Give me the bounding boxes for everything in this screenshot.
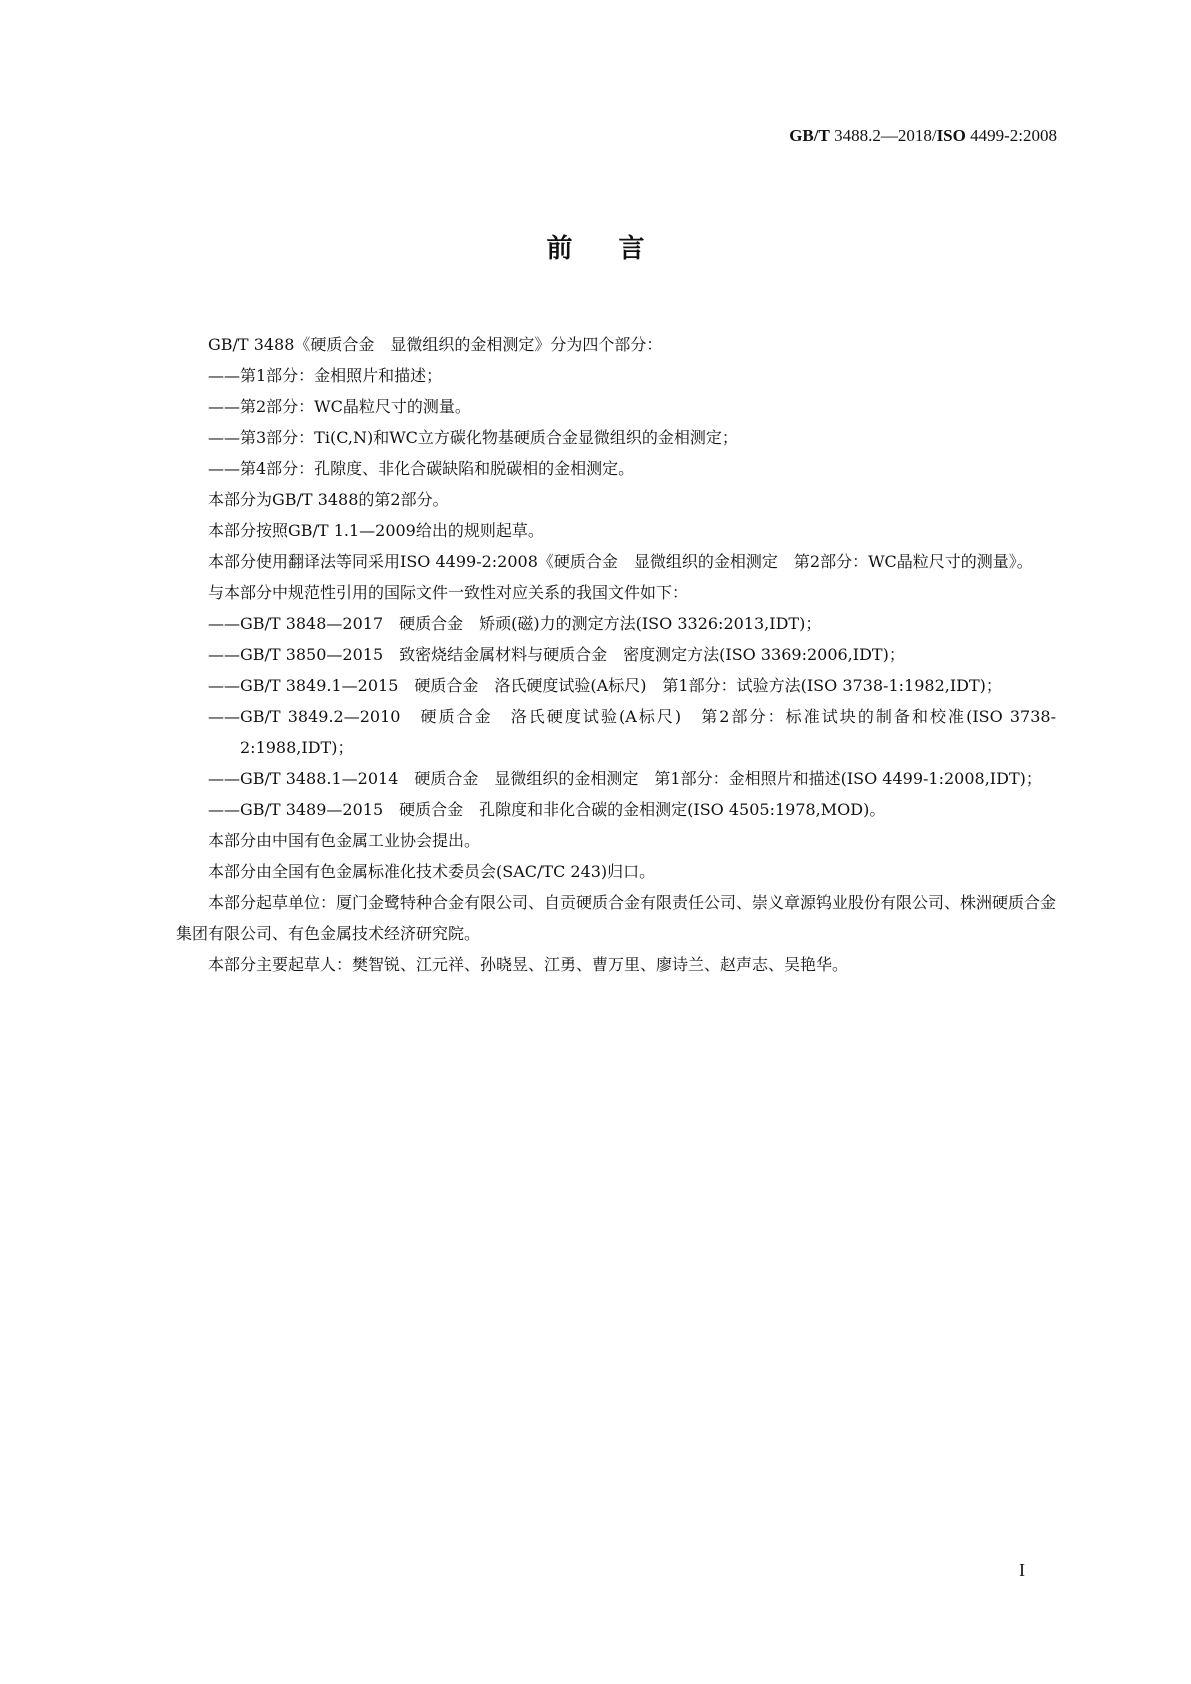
part-list-item: ——第1部分：金相照片和描述； [208, 366, 443, 385]
drafting-units-paragraph: 本部分起草单位：厦门金鹭特种合金有限公司、自贡硬质合金有限责任公司、崇义章源钨业股份有限公司、株洲硬质合金集团有限公司、有色金属技术经济研究院。 [176, 893, 1057, 943]
part-list-item: ——第2部分：WC晶粒尺寸的测量。 [208, 397, 471, 416]
drafting-rules-paragraph: 本部分按照GB/T 1.1—2009给出的规则起草。 [208, 521, 544, 540]
reference-list-item: ——GB/T 3488.1—2014 硬质合金 显微组织的金相测定 第1部分：金相照片和描述(ISO 4499-1:2008,IDT)； [208, 769, 1042, 788]
reference-list-item: ——GB/T 3850—2015 致密烧结金属材料与硬质合金 密度测定方法(ISO 3369:2006,IDT)； [208, 645, 905, 664]
reference-list-item: ——GB/T 3489—2015 硬质合金 孔隙度和非化合碳的金相测定(ISO 4505:1978,MOD)。 [208, 800, 886, 819]
intro-paragraph: GB/T 3488《硬质合金 显微组织的金相测定》分为四个部分： [208, 335, 663, 354]
foreword-body [176, 329, 1056, 980]
part-list-item: ——第3部分：Ti(C,N)和WC立方碳化物基硬质合金显微组织的金相测定； [208, 428, 738, 447]
reference-list-item: ——GB/T 3848—2017 硬质合金 矫顽(磁)力的测定方法(ISO 3326:2013,IDT)； [208, 614, 822, 633]
document-code-header [789, 126, 1057, 146]
drafters-paragraph: 本部分主要起草人：樊智锐、江元祥、孙晓昱、江勇、曹万里、廖诗兰、赵声志、吴艳华。 [208, 955, 849, 974]
translation-paragraph: 本部分使用翻译法等同采用ISO 4499-2:2008《硬质合金 显微组织的金相测定 第2部分：WC晶粒尺寸的测量》。 [208, 552, 1033, 571]
part-statement-paragraph: 本部分为GB/T 3488的第2部分。 [208, 490, 449, 509]
header-gbt-number: 3488.2—2018/ [829, 126, 937, 145]
header-gbt-label: GB/T [789, 126, 830, 145]
managed-by-paragraph: 本部分由全国有色金属标准化技术委员会(SAC/TC 243)归口。 [208, 862, 656, 881]
reference-list-item: ——GB/T 3849.2—2010 硬质合金 洛氏硬度试验(A标尺) 第2部分：标准试块的制备和校准(ISO 3738-2:1988,IDT)； [208, 707, 1056, 757]
header-iso-number: 4499-2:2008 [965, 126, 1057, 145]
proposed-by-paragraph: 本部分由中国有色金属工业协会提出。 [208, 831, 481, 850]
part-list-item: ——第4部分：孔隙度、非化合碳缺陷和脱碳相的金相测定。 [208, 459, 635, 478]
page-number: I [1019, 1560, 1025, 1580]
references-intro-paragraph: 与本部分中规范性引用的国际文件一致性对应关系的我国文件如下： [208, 583, 689, 602]
header-iso-label: ISO [936, 126, 966, 145]
page-title: 前言 [546, 234, 691, 264]
reference-list-item: ——GB/T 3849.1—2015 硬质合金 洛氏硬度试验(A标尺) 第1部分：试验方法(ISO 3738-1:1982,IDT)； [208, 676, 1002, 695]
